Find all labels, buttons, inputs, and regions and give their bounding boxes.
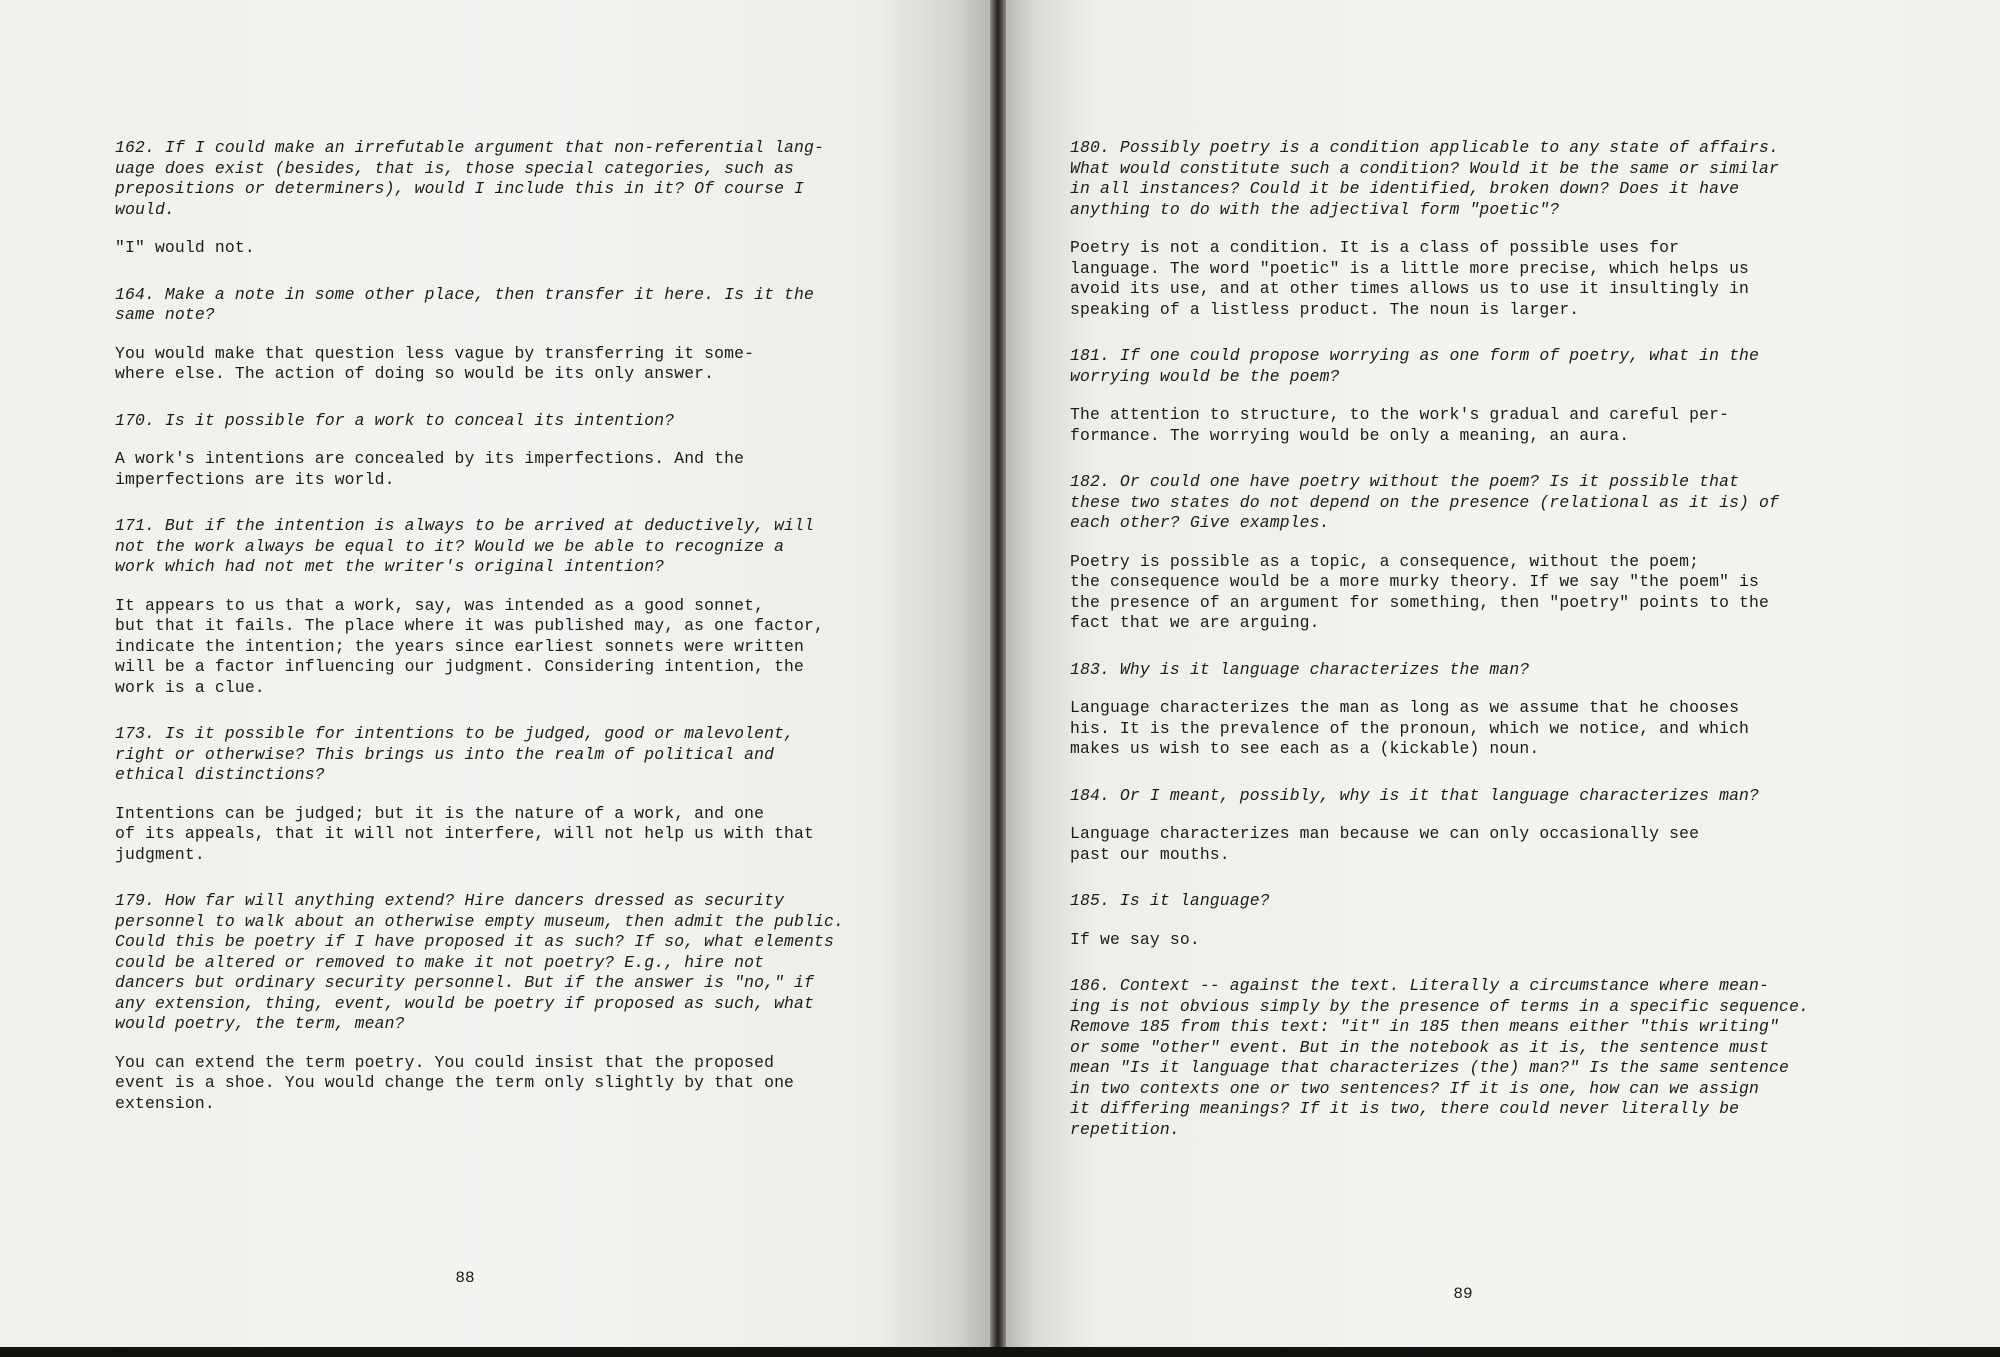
- page-number: 89: [1453, 1285, 1473, 1303]
- entry-answer: Poetry is not a condition. It is a class of possible uses for language. The word "poetic" is a little more precise, which helps us avoid its use, and at other times allows us to use it insultingly in speaking of a listless product. The noun is larger.: [1070, 238, 1750, 319]
- entry-question: 173. Is it possible for intentions to be judged, good or malevolent, right or otherwise? This brings us into the realm of political and ethical distinctions?: [115, 724, 795, 784]
- page-number: 88: [455, 1269, 475, 1287]
- entry-162: [115, 138, 895, 259]
- entry-answer: A work's intentions are concealed by its imperfections. And the imperfections are its world.: [115, 449, 745, 489]
- entry-answer: You can extend the term poetry. You could insist that the proposed event is a shoe. You would change the term only slightly by that one extension.: [115, 1052, 795, 1113]
- entry-185: [1070, 891, 1910, 950]
- entry-question: 179. How far will anything extend? Hire dancers dressed as security personnel to walk about an otherwise empty museum, then admit the public. Could this be poetry if I have proposed it as such? If so, what elements could be altered or removed to make it not poetry? E.g., hire not dancers but ordinary security personnel. But if the answer is "no," if any extension, thing, event, would be poetry if proposed as such, what would poetry, the term, mean?: [115, 891, 844, 1033]
- entry-173: [115, 724, 895, 865]
- right-page: [1006, 0, 2000, 1357]
- entry-answer: If we say so.: [1070, 929, 1200, 949]
- entry-question: 186. Context -- against the text. Literally a circumstance where mean- ing is not obvious simply by the presence of terms in a specific sequence. Remove 185 from this text: "it" in 185 then means either "this writing" or some "other" event. But in the notebook as it is, the sentence must mean "Is it language that characterizes (the) man?" Is the same sentence in two contexts one or two sentences? If it is one, how can we assign it differing meanings? If it is two, there could never literally be repetition.: [1070, 976, 1809, 1139]
- entry-answer: The attention to structure, to the work's gradual and careful per- formance. The worrying would be only a meaning, an aura.: [1070, 405, 1730, 445]
- entry-question: 184. Or I meant, possibly, why is it that language characterizes man?: [1070, 785, 1760, 805]
- entry-question: 182. Or could one have poetry without the poem? Is it possible that these two states do not depend on the presence (relational as it is) of each other? Give examples.: [1070, 472, 1780, 532]
- entry-180: [1070, 138, 1910, 320]
- entry-answer: Language characterizes the man as long as we assume that he chooses his. It is the prevalence of the pronoun, which we notice, and which makes us wish to see each as a (kickable) noun.: [1070, 698, 1750, 758]
- entry-question: 183. Why is it language characterizes the man?: [1070, 659, 1530, 679]
- entry-answer: Poetry is possible as a topic, a consequence, without the poem; the consequence would be a more murky theory. If we say "the poem" is the presence of an argument for something, then "poetry" points to the fact that we are arguing.: [1070, 551, 1770, 632]
- entry-179: [115, 891, 895, 1114]
- entry-171: [115, 516, 895, 698]
- entry-186: [1070, 976, 1910, 1140]
- entry-answer: "I" would not.: [115, 238, 255, 257]
- entry-184: [1070, 786, 1910, 866]
- entry-183: [1070, 660, 1910, 760]
- book-gutter: [990, 0, 1006, 1357]
- entry-question: 180. Possibly poetry is a condition applicable to any state of affairs. What would constitute such a condition? Would it be the same or similar in all instances? Could it be identified, broken down? Does it have anything to do with the adjectival form "poetic"?: [1070, 138, 1780, 219]
- entry-answer: Language characterizes man because we can only occasionally see past our mouths.: [1070, 824, 1700, 864]
- entry-question: 170. Is it possible for a work to conceal its intention?: [115, 410, 675, 430]
- table-surface: [0, 1347, 2000, 1357]
- entry-question: 171. But if the intention is always to be arrived at deductively, will not the work always be equal to it? Would we be able to recognize a work which had not met the writer's original intention?: [115, 516, 815, 576]
- entry-question: 181. If one could propose worrying as one form of poetry, what in the worrying would be the poem?: [1070, 346, 1760, 386]
- entry-164: [115, 285, 895, 385]
- entry-question: 164. Make a note in some other place, then transfer it here. Is it the same note?: [115, 284, 815, 324]
- entry-question: 185. Is it language?: [1070, 891, 1270, 910]
- entry-answer: Intentions can be judged; but it is the nature of a work, and one of its appeals, that it will not interfere, will not help us with that judgment.: [115, 803, 815, 864]
- entry-answer: You would make that question less vague by transferring it some- where else. The action of doing so would be its only answer.: [115, 343, 755, 383]
- entry-answer: It appears to us that a work, say, was intended as a good sonnet, but that it fails. The place where it was published may, as one factor, indicate the intention; the years since earliest sonnets were written will be a factor influencing our judgment. Considering intention, the work is a clue.: [115, 595, 825, 697]
- entry-170: [115, 411, 895, 491]
- entry-question: 162. If I could make an irrefutable argument that non-referential lang- uage does exist (besides, that is, those special categories, such as prepositions or determiners), would I include this in it? Of course I would.: [115, 138, 825, 219]
- entry-182: [1070, 472, 1910, 634]
- entry-181: [1070, 346, 1910, 446]
- left-page: [0, 0, 990, 1357]
